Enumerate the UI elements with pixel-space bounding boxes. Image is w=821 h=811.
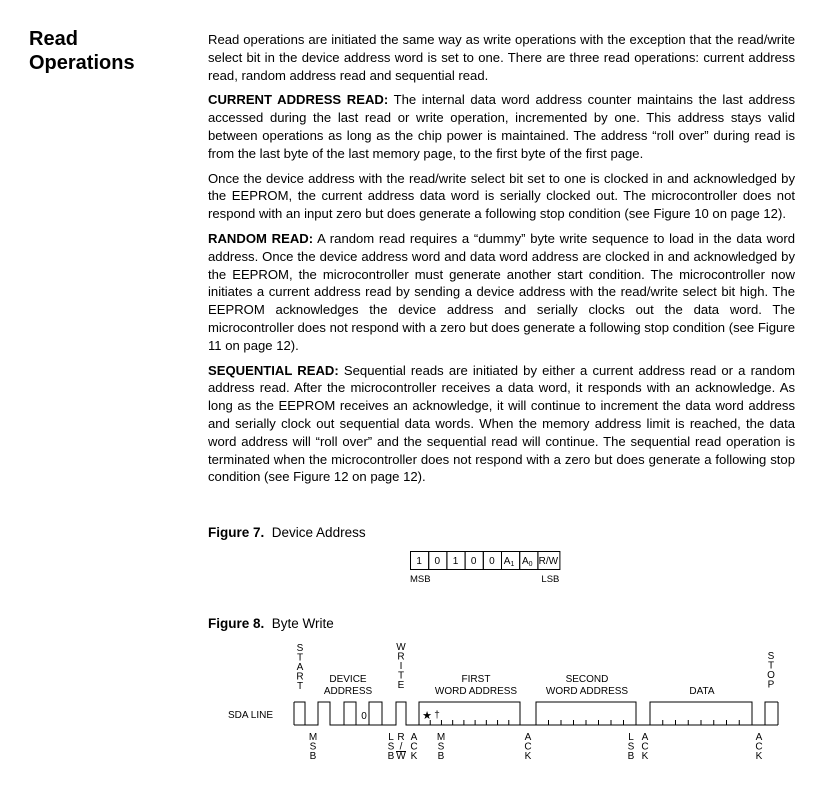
paragraph-lead: RANDOM READ: bbox=[208, 230, 314, 246]
bit-subscript: 1 bbox=[510, 561, 515, 568]
write-label: W bbox=[396, 642, 406, 653]
device-address-label: ADDRESS bbox=[323, 686, 373, 697]
paragraph-text: The internal data word address counter maintains the last address accessed during the last read or write operation, incremented by one. This address stays valid between operations as long as the chip power is maintained. The address “roll over” during read is from the last byte of the last memory page, to the first byte of the first page. bbox=[208, 92, 795, 161]
lsb-marker: S bbox=[387, 741, 395, 753]
second-word-address-label: WORD ADDRESS bbox=[545, 686, 629, 697]
rw-marker: W bbox=[396, 751, 406, 762]
paragraph-text: Once the device address with the read/write select bit set to one is clocked in and acknowledged by the EEPROM, the current address data word is serially clocked out. The microcontroller does not respond with an input zero but does generate a following stop condition (see Figure 10 on page 12). bbox=[208, 170, 795, 222]
figure8-title: Byte Write bbox=[271, 616, 334, 631]
ack-marker: A bbox=[524, 732, 532, 743]
write-label: E bbox=[397, 680, 405, 691]
device-address-label: DEVICE bbox=[329, 674, 367, 685]
start-label: S bbox=[296, 643, 304, 654]
data-label: DATA bbox=[689, 686, 715, 697]
ack-marker: A bbox=[641, 732, 649, 743]
msb-marker: B bbox=[437, 751, 445, 762]
first-word-address-label: WORD ADDRESS bbox=[434, 686, 518, 697]
ack-marker: C bbox=[755, 741, 763, 753]
lsb-marker: S bbox=[627, 741, 635, 753]
ack-marker: K bbox=[524, 751, 532, 762]
write-label: I bbox=[399, 661, 403, 672]
second-word-address-label: SECOND bbox=[565, 674, 609, 685]
msb-label: MSB bbox=[410, 574, 431, 585]
msb-marker: S bbox=[437, 741, 445, 753]
figure8-number: Figure 8. bbox=[208, 616, 265, 631]
device-address-bit: 0 bbox=[489, 556, 495, 567]
rw-marker: / bbox=[399, 741, 403, 753]
device-address-bit: 1 bbox=[416, 556, 422, 567]
ack-marker: K bbox=[410, 751, 418, 762]
lsb-marker: L bbox=[388, 732, 394, 743]
star-mark: ★ bbox=[422, 710, 432, 722]
paragraph-text: Sequential reads are initiated by either a current address read or a random address read. After the microcontroller receives a data word, it responds with an acknowledge. As long as the EEPROM receives an acknowledge, it will continue to increment the data word address and serially clock out sequential data words. When the memory address limit is reached, the data word address will “roll over” and the sequential read will continue. The sequential read operation is terminated when the microcontroller does not respond with a zero but does generate a following stop condition (see Figure 12 on page 12). bbox=[208, 362, 796, 485]
lsb-marker: L bbox=[628, 732, 634, 743]
start-label: T bbox=[296, 652, 304, 664]
dagger-mark: † bbox=[434, 710, 440, 721]
figure7-title: Device Address bbox=[271, 525, 366, 540]
write-label: R bbox=[397, 651, 405, 663]
figure7-number: Figure 7. bbox=[208, 525, 265, 540]
ack-marker: A bbox=[755, 732, 763, 743]
device-address-bit: 0 bbox=[434, 556, 441, 567]
zero-bit: 0 bbox=[361, 711, 367, 722]
device-address-bit: 1 bbox=[452, 556, 459, 567]
paragraph-lead: SEQUENTIAL READ: bbox=[208, 362, 339, 378]
device-address-bit: $A_1$ bbox=[503, 556, 515, 568]
device-address-bit: R/W bbox=[538, 556, 559, 567]
msb-marker: B bbox=[309, 751, 317, 762]
device-address-bit: 0 bbox=[470, 556, 477, 567]
paragraph-lead: CURRENT ADDRESS READ: bbox=[208, 92, 389, 108]
stop-label: S bbox=[767, 651, 775, 662]
first-word-address-label: FIRST bbox=[461, 674, 491, 685]
stop-label: P bbox=[767, 679, 775, 691]
write-label: T bbox=[397, 670, 405, 682]
ack-marker: C bbox=[524, 741, 532, 753]
msb-marker: M bbox=[308, 732, 318, 743]
ack-marker: K bbox=[641, 751, 649, 762]
paragraph-text: A random read requires a “dummy” byte write sequence to load in the data word address. Once the device address word and data word address are clocked in and acknowledged by the EEPROM, the microcontroller must generate another start condition. The microcontroller now initiates a current address read by sending a device address with the read/write select bit high. The EEPROM acknowledges the device address and serially clocks out the data word. The microcontroller does not respond with a zero but does generate a following stop condition (see Figure 11 on page 12). bbox=[208, 230, 795, 353]
lsb-marker: B bbox=[627, 751, 635, 762]
bit-subscript: 0 bbox=[528, 561, 533, 568]
sda-line-label: SDA LINE bbox=[228, 710, 274, 721]
msb-marker: S bbox=[309, 741, 317, 753]
msb-marker: M bbox=[436, 732, 446, 743]
device-address-bit: $A_0$ bbox=[522, 556, 533, 568]
rw-marker: R bbox=[397, 732, 405, 743]
stop-label: T bbox=[767, 660, 775, 672]
ack-marker: K bbox=[755, 751, 763, 762]
start-label: A bbox=[296, 662, 304, 673]
paragraph-text: Read operations are initiated the same way as write operations with the exception that the read/write select bit in the device address word is set to one. There are three read operations: current address read, random address read and sequential read. bbox=[208, 32, 795, 83]
start-label: R bbox=[296, 671, 304, 683]
lsb-label: LSB bbox=[541, 574, 560, 585]
ack-marker: A bbox=[410, 732, 418, 743]
section-title: Read Operations bbox=[29, 28, 135, 74]
start-label: T bbox=[296, 681, 304, 692]
ack-marker: C bbox=[641, 741, 649, 753]
ack-marker: C bbox=[410, 741, 418, 753]
lsb-marker: B bbox=[387, 751, 395, 762]
stop-label: O bbox=[767, 670, 775, 681]
